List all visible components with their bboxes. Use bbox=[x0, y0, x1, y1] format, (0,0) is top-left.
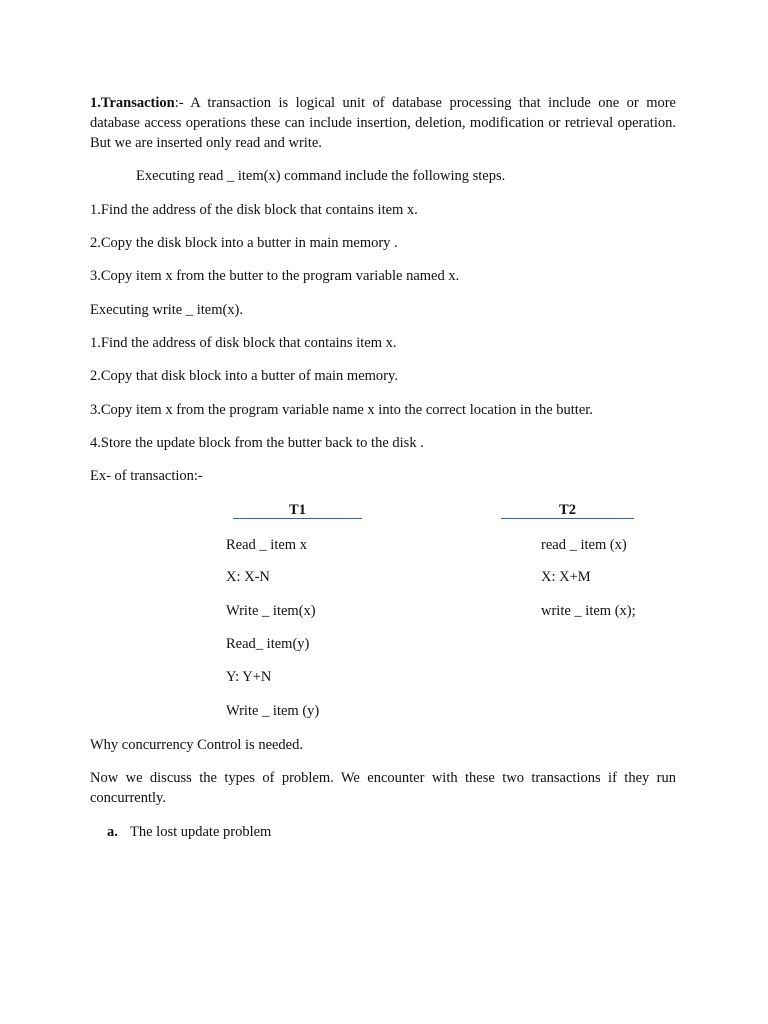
t2-op-3: write _ item (x); bbox=[541, 603, 636, 619]
transaction-term: 1.Transaction bbox=[90, 95, 175, 111]
t1-op-1: Read _ item x bbox=[226, 537, 307, 553]
write-step-3: 3.Copy item x from the program variable name x into the correct location in the butter. bbox=[90, 402, 593, 418]
write-step-1: 1.Find the address of disk block that contains item x. bbox=[90, 335, 397, 351]
why-concurrency-heading: Why concurrency Control is needed. bbox=[90, 737, 303, 753]
t2-op-1: read _ item (x) bbox=[541, 537, 627, 553]
read-step-2: 2.Copy the disk block into a butter in main memory . bbox=[90, 235, 398, 251]
example-label: Ex- of transaction:- bbox=[90, 468, 203, 484]
write-step-4: 4.Store the update block from the butter back to the disk . bbox=[90, 435, 424, 451]
t1-op-5: Y: Y+N bbox=[226, 669, 272, 685]
t1-op-2: X: X-N bbox=[226, 569, 270, 585]
t1-op-4: Read_ item(y) bbox=[226, 636, 310, 652]
transaction-definition-text: A transaction is logical unit of database processing that include one or more database access operations these can include insertion, deletion, modification or retrieval operation. But we are inserted only read and write. bbox=[90, 95, 676, 151]
problem-marker-a: a. bbox=[107, 824, 118, 840]
t2-header: T2 bbox=[501, 502, 634, 519]
t1-op-6: Write _ item (y) bbox=[226, 703, 320, 719]
term-separator: :- bbox=[174, 95, 184, 111]
write-step-2: 2.Copy that disk block into a butter of main memory. bbox=[90, 368, 398, 384]
t1-op-3: Write _ item(x) bbox=[226, 603, 316, 619]
write-item-intro: Executing write _ item(x). bbox=[90, 302, 244, 318]
read-step-1: 1.Find the address of the disk block that contains item x. bbox=[90, 202, 418, 218]
problem-intro: Now we discuss the types of problem. We encounter with these two transactions if they run concurrently. bbox=[90, 770, 676, 806]
read-item-intro: Executing read _ item(x) command include the following steps. bbox=[136, 168, 506, 184]
problem-item-lost-update: The lost update problem bbox=[130, 824, 272, 840]
t1-header: T1 bbox=[233, 502, 362, 519]
read-step-3: 3.Copy item x from the butter to the program variable named x. bbox=[90, 268, 460, 284]
transaction-definition bbox=[90, 93, 676, 153]
t2-op-2: X: X+M bbox=[541, 569, 591, 585]
